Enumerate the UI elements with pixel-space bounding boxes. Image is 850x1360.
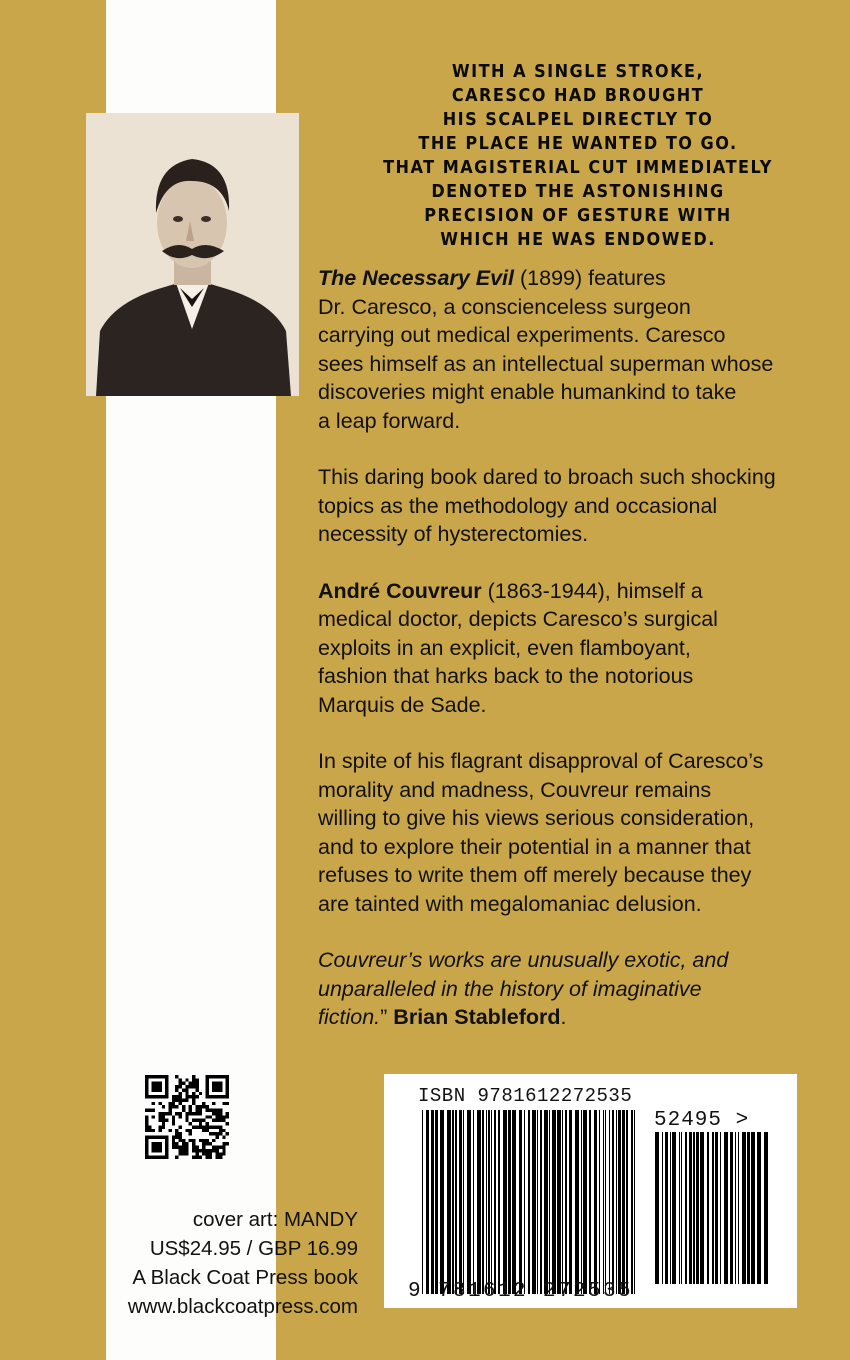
blurb-text: . [560, 1005, 567, 1029]
price: US$24.95 / GBP 16.99 [149, 1237, 358, 1260]
blurb-line [318, 264, 828, 293]
blurb-line: In spite of his flagrant disapproval of Caresco’s [318, 749, 764, 773]
publisher-line: A Black Coat Press book [132, 1266, 358, 1289]
author-portrait [86, 113, 299, 396]
barcode-digits: 9 781612 272535 [408, 1280, 634, 1303]
book-title: The Necessary Evil [318, 266, 515, 290]
price-barcode-bars [653, 1132, 771, 1284]
blurb-paragraph-author [318, 577, 828, 720]
blurb-line: fashion that harks back to the notorious [318, 664, 694, 688]
quote-line: CARESCO HAD BROUGHT [451, 86, 705, 106]
blurb-paragraph-intro [318, 264, 828, 435]
blurb-line: are tainted with megalomaniac delusion. [318, 891, 702, 916]
blurb-line: Couvreur’s works are unusually exotic, and [318, 948, 729, 972]
isbn-barcode [384, 1074, 797, 1308]
author-name: André Couvreur [318, 578, 482, 603]
blurb-line: This daring book dared to broach such shocking [318, 465, 776, 489]
blurb-line: unparalleled in the history of imaginative [318, 976, 702, 1001]
quote-line: DENOTED THE ASTONISHING [431, 182, 725, 202]
blurb-line: Dr. Caresco, a conscienceless surgeon [318, 294, 691, 319]
blurb-line: a leap forward. [318, 408, 461, 433]
qr-code [145, 1075, 229, 1159]
blurb-line: carrying out medical experiments. Caresco [318, 323, 726, 347]
isbn-label: ISBN 9781612272535 [418, 1085, 633, 1107]
quote-line: THAT MAGISTERIAL CUT IMMEDIATELY [383, 158, 773, 178]
blurb-line [318, 1003, 828, 1032]
blurb [318, 264, 828, 1060]
blurb-paragraph-daring [318, 463, 828, 549]
quote-line: PRECISION OF GESTURE WITH [424, 206, 732, 226]
blurb-line: medical doctor, depicts Caresco’s surgical [318, 607, 718, 631]
blurb-line: exploits in an explicit, even flamboyant, [318, 635, 691, 660]
blurb-line: necessity of hysterectomies. [318, 522, 589, 546]
review-quote [318, 946, 828, 1032]
blurb-line: and to explore their potential in a manner that [318, 834, 751, 859]
blurb-line: Marquis de Sade. [318, 692, 487, 717]
price-code: 52495 > [654, 1109, 750, 1132]
credits [60, 1205, 358, 1321]
blurb-line: discoveries might enable humankind to take [318, 380, 737, 404]
blurb-line: sees himself as an intellectual superman whose [318, 351, 774, 376]
quote-line: WITH A SINGLE STROKE, [451, 62, 705, 82]
quote-line: THE PLACE HE WANTED TO GO. [418, 134, 738, 154]
pull-quote [339, 60, 817, 252]
blurb-text: (1863-1944), himself a [481, 578, 703, 603]
blurb-line: willing to give his views serious consideration, [318, 806, 755, 830]
quote-line: WHICH HE WAS ENDOWED. [440, 230, 716, 250]
barcode-bars [420, 1110, 640, 1294]
close-quote: ” [380, 1005, 388, 1029]
website: www.blackcoatpress.com [127, 1295, 358, 1318]
blurb-paragraph-disapproval [318, 747, 828, 918]
blurb-line: refuses to write them off merely because they [318, 863, 752, 887]
cover-art-credit: cover art: MANDY [192, 1208, 358, 1231]
blurb-line [318, 577, 828, 606]
blurb-line: topics as the methodology and occasional [318, 493, 718, 518]
blurb-text: (1899) features [514, 266, 666, 290]
blurb-text: fiction. [318, 1005, 381, 1029]
quote-line: HIS SCALPEL DIRECTLY TO [442, 110, 714, 130]
reviewer-name: Brian Stableford [393, 1005, 561, 1029]
blurb-line: morality and madness, Couvreur remains [318, 777, 712, 802]
